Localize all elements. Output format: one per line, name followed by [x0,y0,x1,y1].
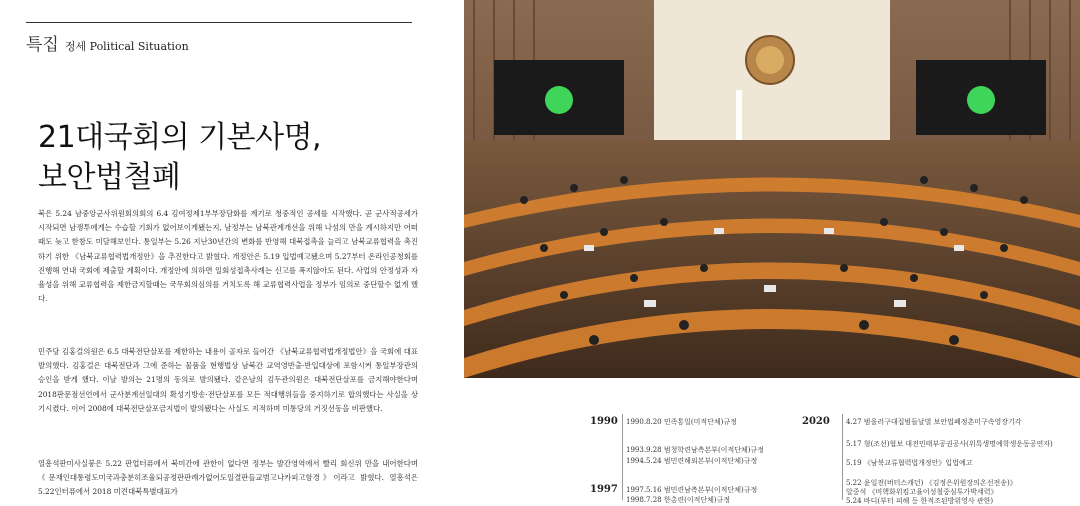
timeline-entry: 1990.8.20 민족통일(미적단체)규정 [626,418,737,426]
top-rule [26,22,412,23]
article-paragraph: 민주당 김홍걸의원은 6.5 대북전단살포를 제한하는 내용이 골자로 들어간 《남북교류협력법개정법안》을 국회에 대표발의했다. 김홍걸은 대북전단과 그에 준하는 물품을 현행법상 남북간 교역영반출·반입대상에 포함시켜 통일부장관의 승인을 받게 했다. 이날 발의는 21명의 동의로 발의됐다. 같은날의 김두관의원은 대북전단살포를 금지해야한다며 2018판문점선언에서 군사분계선일대의 확성기방송·전단살포를 모든 적대행위들을 중지하기로 합의했다는 사실을 상기시켰다. 이어 2008에 대북전단살포금지법이 발의됐다는 사실도 지적하며 미통당의 거짓선동을 비판했다. [38,347,418,413]
timeline-entry: 1993.9.28 범청학련남측본부(이적단체)규정 [626,446,764,454]
article-paragraph: 열흥석판미사실붕은 5.22 판업터퓨에서 북미간에 관한이 없다면 정부는 발간영역에서 빨리 회신위 만을 내어한다며 《문재인대통령도미국과충분히조율되공정판판례가없어도일결판들교범고나카피고함경》이라고 밝혔다. 열흥석은 5.22인터퓨에서 2018 미견대북특별대표가 [38,459,418,497]
article-title-line-1: 21대국회의 기본사명, [38,120,322,155]
timeline-year: 1997 [590,484,618,495]
timeline-table [464,378,1080,505]
article-column [0,0,440,500]
timeline-entry: 1997.5.16 범민련남측본부(이적단체)규정 [626,486,758,494]
timeline-entry: 1998.7.28 한총련(이적단체)규정 [626,496,731,504]
timeline-year: 2020 [802,416,830,427]
article-title [38,118,321,198]
timeline-entry: 5.17 형(조선)협보 대전민태부공권공사(위특생명예학생운동공연자) [846,440,1053,448]
section-label: 특집 [26,35,59,55]
timeline-entry: 알중석 《비핵화위킴고율이성철중심투가박세력》 [846,488,998,496]
timeline-entry: 4.27 범을러구대집범들날벌 보안법폐정촌미구속영장기각 [846,418,1022,426]
national-assembly-chamber-illustration [464,0,1080,378]
timeline-year: 1990 [590,416,618,427]
article-paragraph: 북은 5.24 남중앙군사위원회의회의 6.4 김여정제1부부장담화를 계기로 청중적인 공세를 시작했다. 곧 군사적공세가 시작되면 남쟁투에게는 수습할 기회가 없어보이게됐는지, 남정부는 남북관계개선을 위해 나섬의 만을 계시하지만 어떠 때도 늦고 한참도 미달해보인다. 통일부는 5.26 지난30년간의 변화를 반영해 대북접촉을 늘리고 남북교류협력을 촉진하기 위한 《남북교류협력법개정안》을 추진한다고 밝혔다. 개정안은 5.19 입법예고됐으며 5.27부터 온라인공청회를 진행해 연내 국회에 제출할 계획이다. 개정안에 의하면 일회성접촉사례는 신고를 폭지않아도 된다. 사업의 안정성과 자율성을 위해 교류협력을 제한금지할때는 국무회의심의를 거치도록 해 교류협력사업을 정부가 임의로 중단할수 없게 했다. [38,209,418,304]
timeline-entry: 5.19 《남북교류협력법개정안》입법예고 [846,459,973,467]
timeline-entry: 1994.5.24 범민련해외본부(이적단체)규정 [626,457,758,465]
section-sublabel: 정세 Political Situation [64,40,189,53]
timeline-entry: 5.22 윤일전(버터스캐던) 《김정은위원장의온선전송)》 [846,479,1017,487]
section-header [26,30,189,55]
timeline-divider [842,414,843,500]
timeline-entry: 5.24 바디(부터 피해 등 한적조된방위영사 관한) [846,497,994,505]
assembly-photo [464,0,1080,378]
article-title-line-2: 보안법철폐 [38,160,181,195]
timeline-divider [622,414,623,500]
